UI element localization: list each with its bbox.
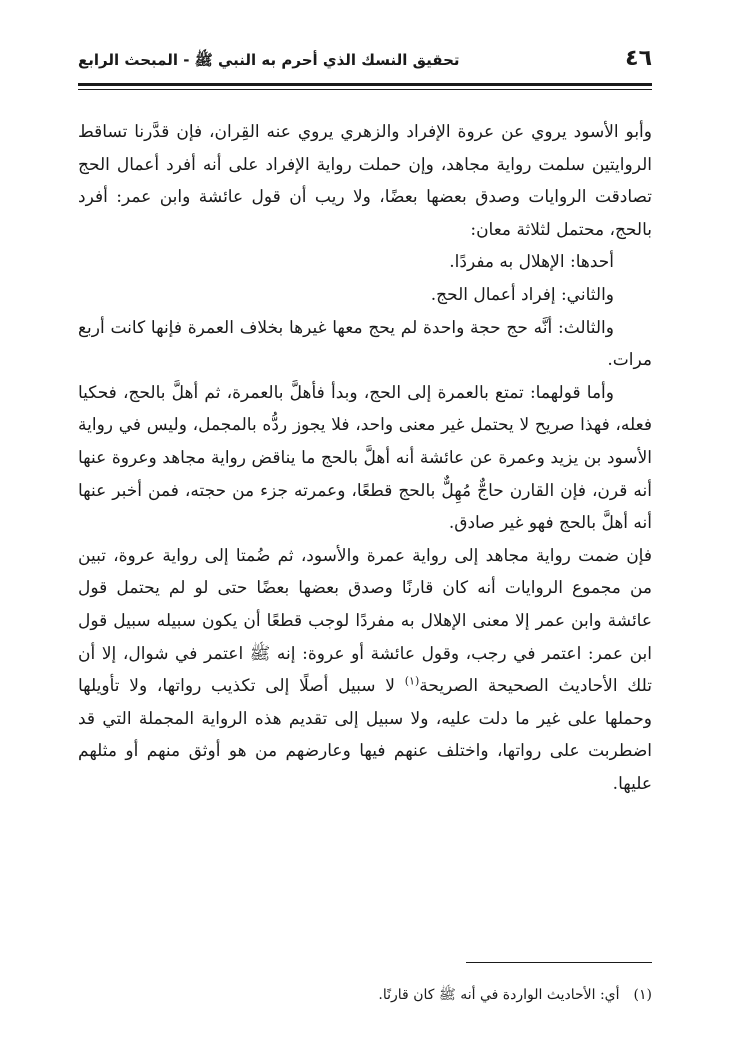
footnote-number: (١) bbox=[633, 987, 652, 1003]
footnote bbox=[78, 982, 652, 1008]
paragraph-1: وأبو الأسود يروي عن عروة الإفراد والزهري يروي عنه القِران، فإن قدَّرنا تساقط الروايتين سلمت رواية مجاهد، وإن حملت رواية الإفراد على أنه أفرد أعمال الحج تصادقت الروايات وصدق بعضها بعضًا، ولا ريب أن قول عائشة وابن عمر: أفرد بالحج، محتمل لثلاثة معان: bbox=[78, 122, 652, 240]
header-rule-thin bbox=[78, 89, 652, 90]
page-number: ٤٦ bbox=[625, 46, 652, 71]
footnote-reference[interactable]: (١) bbox=[404, 674, 420, 688]
paragraph-5: وأما قولهما: تمتع بالعمرة إلى الحج، وبدأ فأهلَّ بالعمرة، ثم أهلَّ بالحج، فحكيا فعله، فهذا صريح لا يحتمل غير معنى واحد، فلا يجوز ردُّه بالمجمل، وليس في رواية الأسود بن يزيد وعمرة عن عائشة أنه أهلَّ بالحج ما يناقض رواية مجاهد وعروة عنها أنه قرن، فإن القارن حاجٌّ مُهِلٌّ بالحج قطعًا، وعمرته جزء من حجته، فمن أخبر عنها أنه أهلَّ بالحج فهو غير صادق. bbox=[78, 382, 652, 534]
paragraph-6-text: فإن ضمت رواية مجاهد إلى رواية عمرة والأسود، ثم ضُمتا إلى رواية عروة، تبين من مجموع الروايات أنه كان قارنًا وصدق بعضها بعضًا حتى لو لم يحتمل قول عائشة وابن عمر إلا معنى الإهلال به مفردًا لوجب قطعًا أن يكون سبيله سبيل قول ابن عمر: اعتمر في رجب، وقول عائشة أو عروة: إنه ﷺ اعتمر في شوال، إلا أن تلك الأحاديث الصحيحة الصريحة bbox=[78, 545, 652, 697]
footnote-text: أي: الأحاديث الواردة في أنه ﷺ كان قارنًا. bbox=[378, 987, 620, 1003]
paragraph-4: والثالث: أنَّه حج حجة واحدة لم يحج معها غيرها بخلاف العمرة فإنها كانت أربع مرات. bbox=[78, 317, 652, 371]
footnote-separator bbox=[466, 962, 652, 963]
paragraph-7: لا سبيل أصلًا إلى تكذيب رواتها، ولا تأويلها وحملها على غير ما دلت عليه، ولا سبيل إلى تقديم هذه الرواية المجملة التي قد اضطربت على رواتها، واختلف عنهم فيها وعارضهم من هو أوثق منهم أو مثلهم عليها. bbox=[78, 676, 652, 794]
page-header bbox=[78, 44, 652, 78]
main-text bbox=[78, 116, 652, 800]
paragraph-3: والثاني: إفراد أعمال الحج. bbox=[430, 284, 614, 305]
paragraph-2: أحدها: الإهلال به مفردًا. bbox=[449, 252, 614, 273]
running-title: تحقيق النسك الذي أحرم به النبي ﷺ - المبحث الرابع bbox=[78, 51, 460, 69]
header-rule-thick bbox=[78, 83, 652, 86]
paragraph-6 bbox=[78, 540, 652, 801]
